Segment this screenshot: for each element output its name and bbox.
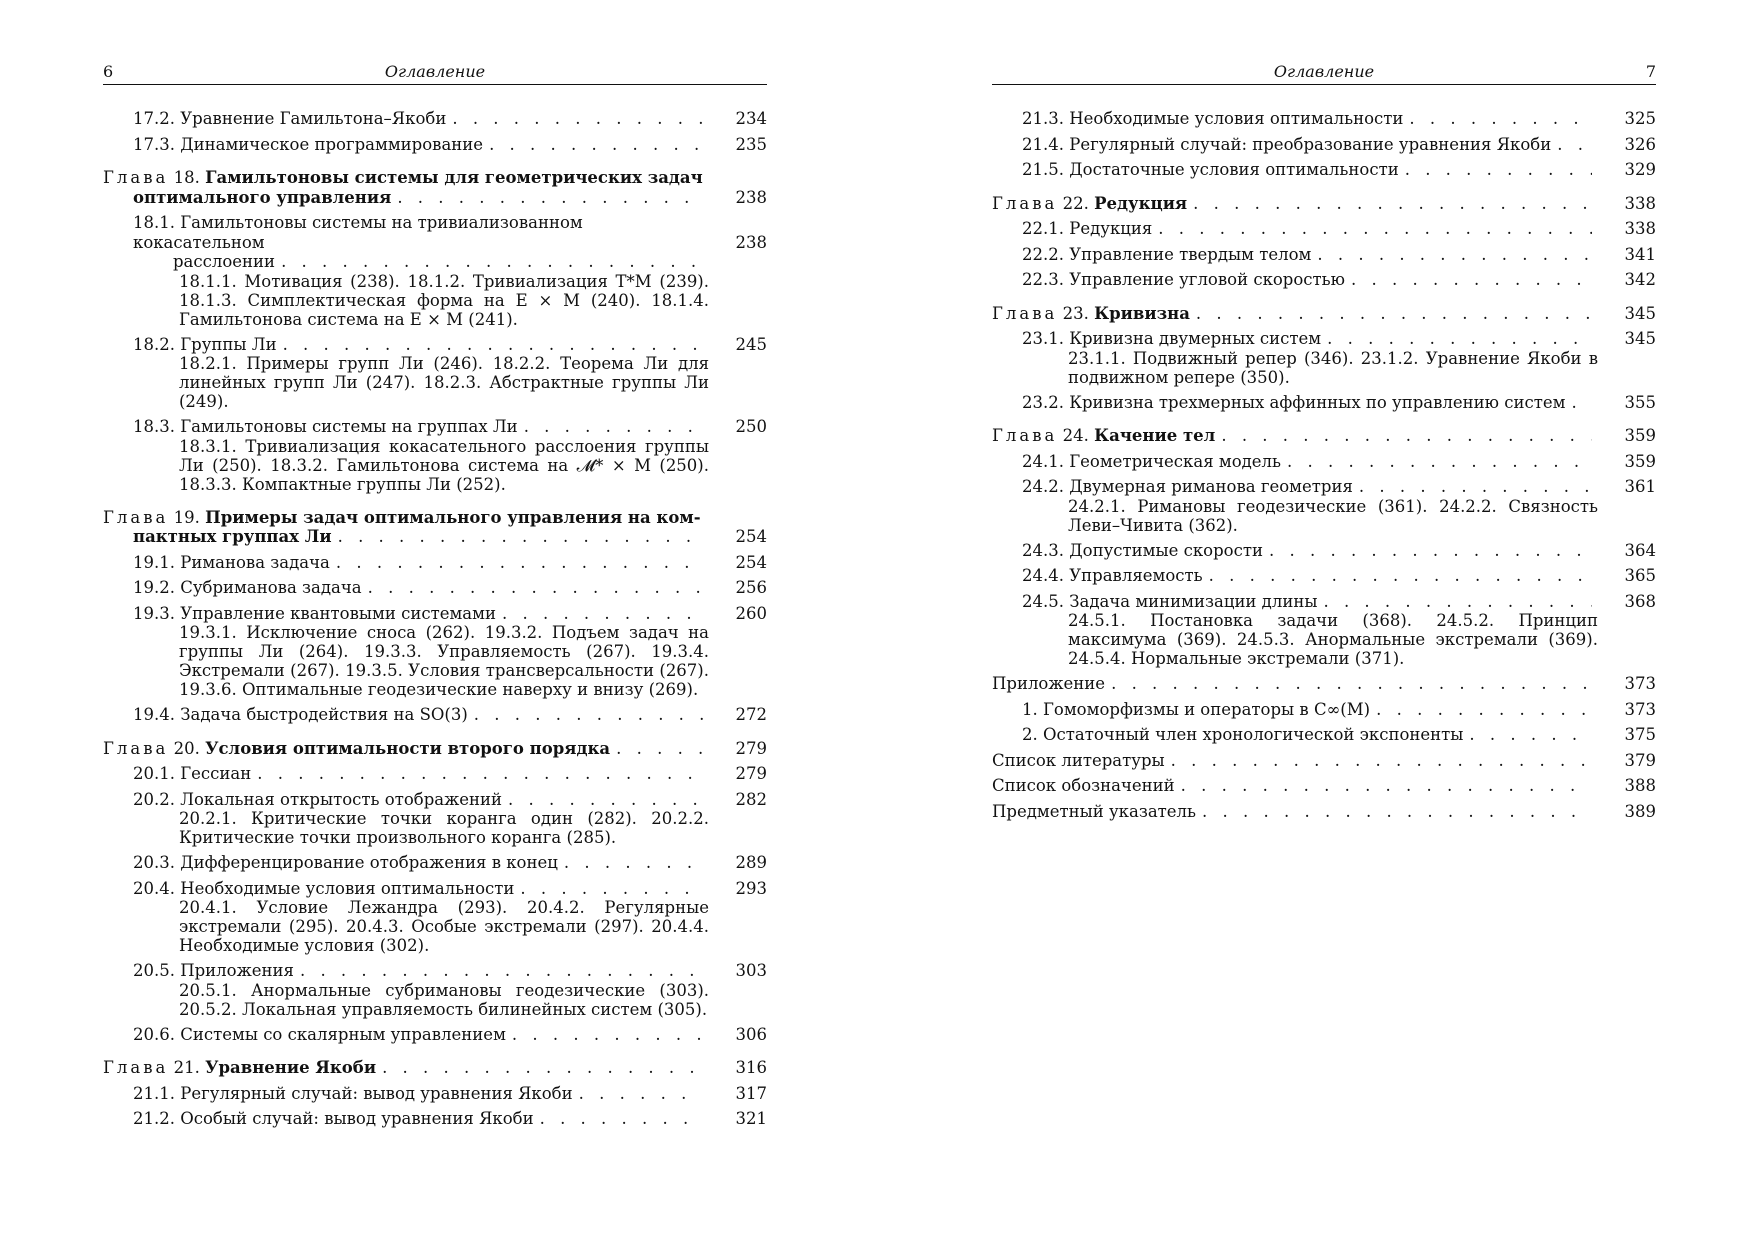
entry-row — [133, 1084, 709, 1104]
toc-entry[interactable] — [1022, 109, 1656, 129]
leader-dots — [1405, 160, 1592, 180]
page-ref: 326 — [1624, 134, 1656, 154]
leader-dots — [281, 252, 703, 272]
leader-dots — [336, 553, 703, 573]
chapter-title-row — [133, 188, 709, 208]
entry-title: 20.2. Локальная открытость отображений — [133, 789, 503, 809]
leader-dots — [502, 604, 703, 624]
entry-title: Приложение — [992, 674, 1106, 693]
entry-row — [992, 674, 1598, 694]
entry-title: 18.2. Группы Ли — [133, 334, 277, 354]
page-ref: 321 — [735, 1109, 767, 1128]
page-ref: 303 — [735, 961, 767, 980]
page-ref: 325 — [1624, 109, 1656, 128]
entry-row — [133, 335, 709, 355]
chapter-entry[interactable] — [103, 508, 767, 547]
chapter-heading — [992, 194, 1598, 214]
page-ref: 279 — [735, 764, 767, 783]
toc-entry[interactable] — [133, 961, 767, 1019]
entry-title: 19.1. Риманова задача — [133, 552, 330, 572]
leader-dots — [1287, 452, 1592, 472]
page-ref: 289 — [735, 853, 767, 872]
toc-entry[interactable] — [133, 1084, 767, 1104]
page-ref: 245 — [735, 334, 767, 354]
leader-dots — [257, 764, 703, 784]
chapter-number: 24. — [1062, 426, 1089, 445]
toc-entry[interactable] — [133, 764, 767, 784]
toc-entry[interactable] — [133, 135, 767, 155]
leader-dots — [1221, 426, 1592, 446]
toc-entry[interactable] — [992, 751, 1656, 771]
entry-title: 20.6. Системы со скалярным управлением — [133, 1024, 506, 1044]
page-ref: 345 — [1624, 329, 1656, 348]
entry-row — [992, 802, 1598, 822]
entry-title: Список литературы — [992, 750, 1165, 770]
subsection-list: 20.2.1. Критические точки коранга один (282). 20.2.2. Критические точки произвольного коранга (285). — [179, 809, 709, 847]
chapter-entry[interactable] — [992, 426, 1656, 446]
entry-title: Предметный указатель — [992, 801, 1197, 821]
toc-entry[interactable] — [1022, 160, 1656, 180]
leader-dots — [512, 1025, 703, 1045]
toc-entry[interactable] — [133, 705, 767, 725]
entry-row — [133, 135, 709, 155]
chapter-title-line2: оптимального управления — [133, 187, 392, 207]
chapter-heading — [103, 739, 709, 759]
running-title: Оглавление — [384, 62, 486, 81]
page-number: 7 — [1645, 62, 1656, 81]
entry-title: 21.1. Регулярный случай: вывод уравнения Якоби — [133, 1083, 573, 1103]
entry-row — [133, 879, 709, 899]
page-ref: 379 — [1624, 750, 1656, 770]
chapter-label — [103, 1058, 376, 1078]
leader-dots — [524, 417, 703, 437]
page-ref: 345 — [1624, 303, 1656, 323]
subsection-list: 18.1.1. Мотивация (238). 18.1.2. Тривиализация T*M (239). 18.1.3. Симплектическая форма на E × M (240). 18.1.4. Гамильтонова система на E × M (241). — [179, 271, 709, 329]
entry-title: 24.5. Задача минимизации длины — [1022, 591, 1318, 611]
page-ref: 293 — [735, 878, 767, 898]
entry-row — [133, 604, 709, 624]
chapter-heading — [103, 1058, 709, 1078]
entry-row — [133, 578, 709, 598]
right-page — [992, 60, 1656, 827]
leader-dots — [300, 961, 703, 981]
leader-dots — [1376, 700, 1592, 720]
page-ref: 359 — [1624, 426, 1656, 445]
entry-row — [1022, 452, 1598, 472]
toc-entry[interactable] — [133, 1109, 767, 1129]
leader-dots — [508, 790, 703, 810]
page-ref: 260 — [735, 603, 767, 623]
chapter-label — [992, 304, 1190, 324]
subsection-list: 20.4.1. Условие Лежандра (293). 20.4.2. Регулярные экстремали (295). 20.4.3. Особые экстремали (297). 20.4.4. Необходимые условия (302). — [179, 898, 709, 955]
toc-entry[interactable] — [1022, 541, 1656, 561]
chapter-heading — [103, 508, 709, 528]
page-ref: 235 — [735, 134, 767, 154]
entry-title: 24.2. Двумерная риманова геометрия — [1022, 477, 1353, 496]
entry-title: 20.3. Дифференцирование отображения в конец — [133, 853, 558, 872]
leader-dots — [1359, 477, 1592, 497]
section-title-line2: расслоении — [173, 252, 276, 271]
section-title-line1: 18.1. Гамильтоновы системы на тривиализованном кокасательном — [133, 213, 583, 252]
entry-title: 20.1. Гессиан — [133, 764, 252, 783]
page-ref: 279 — [735, 738, 767, 758]
page-ref: 254 — [735, 527, 767, 546]
toc-entry[interactable] — [1022, 270, 1656, 290]
entry-row — [1022, 541, 1598, 561]
page-ref: 364 — [1624, 540, 1656, 560]
chapter-title-line2: пактных группах Ли — [133, 527, 332, 546]
chapter-prefix: Глава — [103, 507, 169, 527]
entry-row — [1022, 592, 1598, 612]
entry-title: 19.2. Субриманова задача — [133, 578, 362, 597]
entry-title: Список обозначений — [992, 776, 1175, 795]
chapter-number: 20. — [173, 738, 200, 758]
leader-dots — [1317, 245, 1592, 265]
entry-title: 21.4. Регулярный случай: преобразование уравнения Якоби — [1022, 134, 1552, 154]
page-number: 6 — [103, 62, 114, 81]
chapter-title: Кривизна — [1094, 303, 1190, 323]
entry-title: 17.2. Уравнение Гамильтона–Якоби — [133, 109, 447, 128]
subsection-list: 24.2.1. Римановы геодезические (361). 24.2.2. Связность Леви–Чивита (362). — [1068, 496, 1598, 535]
entry-title: 24.1. Геометрическая модель — [1022, 451, 1282, 471]
page-ref: 256 — [735, 578, 767, 597]
leader-dots — [1572, 393, 1593, 413]
page-ref: 306 — [735, 1024, 767, 1044]
leader-dots — [1158, 219, 1592, 239]
leader-dots — [579, 1084, 703, 1104]
leader-dots — [1351, 270, 1592, 290]
entry-row — [1022, 270, 1598, 290]
entry-row — [1022, 566, 1598, 586]
chapter-number: 18. — [173, 168, 200, 187]
chapter-number: 23. — [1062, 303, 1089, 323]
entry-row — [992, 776, 1598, 796]
entry-title: 22.3. Управление угловой скоростью — [1022, 270, 1346, 289]
leader-dots — [368, 578, 703, 598]
chapter-title-row — [133, 527, 709, 547]
toc-entry[interactable] — [133, 1025, 767, 1045]
entry-title: 21.2. Особый случай: вывод уравнения Якоби — [133, 1109, 534, 1128]
leader-dots — [1196, 304, 1592, 324]
leader-dots — [616, 739, 703, 759]
page-ref: 338 — [1624, 193, 1656, 213]
chapter-heading — [103, 168, 709, 188]
leader-dots — [338, 527, 703, 547]
chapter-title: Редукция — [1094, 193, 1188, 213]
chapter-entry[interactable] — [992, 194, 1656, 214]
page-ref: 373 — [1624, 699, 1656, 719]
entry-row — [1022, 109, 1598, 129]
leader-dots — [564, 853, 703, 873]
toc-entry[interactable] — [1022, 725, 1656, 745]
leader-dots — [1469, 725, 1592, 745]
entry-row — [1022, 245, 1598, 265]
page-ref: 373 — [1624, 674, 1656, 693]
leader-dots — [1557, 135, 1592, 155]
toc-entry[interactable] — [133, 553, 767, 573]
entry-title: 2. Остаточный член хронологической экспоненты — [1022, 725, 1464, 744]
entry-row — [133, 961, 709, 981]
leader-dots — [1209, 566, 1592, 586]
toc-entry[interactable] — [1022, 329, 1656, 387]
entry-title: 21.3. Необходимые условия оптимальности — [1022, 109, 1404, 128]
running-title: Оглавление — [1273, 62, 1375, 81]
page-ref: 365 — [1624, 566, 1656, 585]
chapter-title-line1: Примеры задач оптимального управления на ком- — [205, 507, 701, 527]
page-ref: 254 — [735, 552, 767, 572]
entry-title: 22.1. Редукция — [1022, 219, 1153, 238]
toc-entry[interactable] — [992, 802, 1656, 822]
entry-title: 24.3. Допустимые скорости — [1022, 540, 1263, 560]
toc-entry[interactable] — [992, 776, 1656, 796]
entry-row — [1022, 219, 1598, 239]
entry-row — [133, 1025, 709, 1045]
subsection-list: 24.5.1. Постановка задачи (368). 24.5.2. Принцип максимума (369). 24.5.3. Анормальные экстремали (369). 24.5.4. Нормальные экстремали (371). — [1068, 611, 1598, 668]
page-ref: 282 — [735, 789, 767, 809]
chapter-number: 22. — [1062, 193, 1089, 213]
entry-row — [133, 705, 709, 725]
toc-entry[interactable] — [133, 853, 767, 873]
entry-row — [133, 853, 709, 873]
chapter-entry[interactable] — [103, 1058, 767, 1078]
leader-dots — [1171, 751, 1592, 771]
entry-title: 19.4. Задача быстродействия на SO(3) — [133, 705, 468, 724]
entry-row — [1022, 135, 1598, 155]
leader-dots — [1327, 329, 1592, 349]
chapter-number: 19. — [173, 507, 200, 527]
page-ref: 368 — [1624, 591, 1656, 611]
entry-row — [1022, 700, 1598, 720]
toc-entry[interactable] — [1022, 245, 1656, 265]
toc-entry[interactable] — [1022, 393, 1656, 413]
toc-entry[interactable] — [133, 879, 767, 956]
entry-row — [1022, 725, 1598, 745]
subsection-list: 18.3.1. Тривиализация кокасательного расслоения группы Ли (250). 18.3.2. Гамильтонова система на 𝓜* × M (250). 18.3.3. Компактные группы Ли (252). — [179, 436, 709, 494]
chapter-prefix: Глава — [992, 303, 1058, 323]
chapter-label — [103, 739, 610, 759]
entry-title: 17.3. Динамическое программирование — [133, 134, 484, 154]
subsection-list: 19.3.1. Исключение сноса (262). 19.3.2. Подъем задач на группы Ли (264). 19.3.3. Управляемость (267). 19.3.4. Экстремали (267). 19.3.5. Условия трансверсальности (267). 19.3.6. Оптимальные геодезические наверху и внизу (269). — [179, 623, 709, 699]
chapter-prefix: Глава — [103, 168, 169, 187]
entry-row — [133, 790, 709, 810]
chapter-title: Условия оптимальности второго порядка — [205, 738, 611, 758]
subsection-list: 18.2.1. Примеры групп Ли (246). 18.2.2. Теорема Ли для линейных групп Ли (247). 18.2.3. Абстрактные группы Ли (249). — [179, 354, 709, 411]
chapter-prefix: Глава — [992, 426, 1058, 445]
page-ref: 250 — [735, 417, 767, 436]
leader-dots — [1193, 194, 1592, 214]
toc-entry[interactable] — [133, 417, 767, 494]
toc-entry[interactable] — [133, 335, 767, 412]
chapter-title: Качение тел — [1094, 426, 1216, 445]
entry-title: 22.2. Управление твердым телом — [1022, 244, 1312, 264]
leader-dots — [1202, 802, 1592, 822]
left-page — [103, 60, 767, 1135]
page-ref: 238 — [735, 187, 767, 207]
toc-list — [992, 109, 1656, 821]
entry-row — [133, 553, 709, 573]
leader-dots — [283, 335, 703, 355]
entry-row — [133, 417, 709, 437]
leader-dots — [382, 1058, 703, 1078]
entry-title: 19.3. Управление квантовыми системами — [133, 603, 496, 623]
leader-dots — [1111, 674, 1592, 694]
page-ref: 316 — [735, 1058, 767, 1077]
subsection-list: 23.1.1. Подвижный репер (346). 23.1.2. Уравнение Якоби в подвижном репере (350). — [1068, 348, 1598, 387]
entry-title: 20.4. Необходимые условия оптимальности — [133, 878, 515, 898]
chapter-label — [992, 426, 1215, 446]
page-ref: 359 — [1624, 451, 1656, 471]
entry-title: 23.1. Кривизна двумерных систем — [1022, 329, 1322, 348]
leader-dots — [520, 879, 703, 899]
section-title-row — [173, 252, 709, 272]
leader-dots — [1409, 109, 1592, 129]
toc-entry[interactable] — [1022, 135, 1656, 155]
toc-entry[interactable] — [133, 604, 767, 700]
entry-title: 24.4. Управляемость — [1022, 566, 1203, 585]
subsection-list: 20.5.1. Анормальные субримановы геодезические (303). 20.5.2. Локальная управляемость билинейных систем (305). — [179, 980, 709, 1019]
toc-entry[interactable] — [1022, 452, 1656, 472]
leader-dots — [1323, 592, 1592, 612]
leader-dots — [474, 705, 703, 725]
entry-row — [1022, 329, 1598, 349]
leader-dots — [452, 109, 703, 129]
page-ref: 388 — [1624, 776, 1656, 795]
chapter-prefix: Глава — [103, 738, 169, 758]
page-ref: 375 — [1624, 725, 1656, 744]
entry-row — [992, 751, 1598, 771]
chapter-entry[interactable] — [103, 168, 767, 207]
chapter-entry[interactable] — [103, 739, 767, 759]
page-ref: 342 — [1624, 270, 1656, 289]
entry-title: 23.2. Кривизна трехмерных аффинных по управлению систем — [1022, 392, 1566, 412]
running-head — [103, 60, 767, 85]
toc-entry[interactable] — [1022, 592, 1656, 669]
toc-entry[interactable] — [1022, 219, 1656, 239]
entry-row — [1022, 160, 1598, 180]
toc-entry[interactable] — [133, 578, 767, 598]
toc-list — [103, 109, 767, 1129]
entry-title: 20.5. Приложения — [133, 961, 294, 980]
toc-entry[interactable] — [133, 790, 767, 848]
toc-entry[interactable] — [133, 109, 767, 129]
toc-entry[interactable] — [992, 674, 1656, 694]
page-ref: 238 — [735, 232, 767, 252]
chapter-title-line1: Гамильтоновы системы для геометрических задач — [205, 168, 703, 187]
toc-entry[interactable] — [1022, 700, 1656, 720]
leader-dots — [1269, 541, 1592, 561]
page-ref: 317 — [735, 1083, 767, 1103]
page-ref: 355 — [1624, 392, 1656, 412]
toc-entry[interactable] — [1022, 566, 1656, 586]
entry-row — [133, 109, 709, 129]
toc-entry[interactable] — [133, 213, 767, 329]
page-ref: 341 — [1624, 244, 1656, 264]
page-ref: 361 — [1624, 477, 1656, 496]
entry-title: 21.5. Достаточные условия оптимальности — [1022, 160, 1399, 179]
entry-row — [133, 764, 709, 784]
entry-row — [1022, 393, 1598, 413]
leader-dots — [1181, 776, 1592, 796]
page-ref: 338 — [1624, 219, 1656, 238]
running-head — [992, 60, 1656, 85]
page-ref: 329 — [1624, 160, 1656, 179]
entry-row — [1022, 477, 1598, 497]
chapter-number: 21. — [173, 1058, 200, 1077]
leader-dots — [397, 188, 703, 208]
page-ref: 272 — [735, 705, 767, 724]
chapter-label — [992, 194, 1187, 214]
entry-title: 18.3. Гамильтоновы системы на группах Ли — [133, 417, 518, 436]
chapter-heading — [992, 304, 1598, 324]
leader-dots — [489, 135, 703, 155]
chapter-heading — [992, 426, 1598, 446]
chapter-prefix: Глава — [992, 193, 1058, 213]
page-ref: 389 — [1624, 801, 1656, 821]
entry-row — [133, 1109, 709, 1129]
toc-entry[interactable] — [1022, 477, 1656, 535]
page-ref: 234 — [735, 109, 767, 128]
chapter-prefix: Глава — [103, 1058, 169, 1077]
entry-title: 1. Гомоморфизмы и операторы в C∞(M) — [1022, 699, 1371, 719]
chapter-title: Уравнение Якоби — [205, 1058, 377, 1077]
leader-dots — [540, 1109, 703, 1129]
chapter-entry[interactable] — [992, 304, 1656, 324]
